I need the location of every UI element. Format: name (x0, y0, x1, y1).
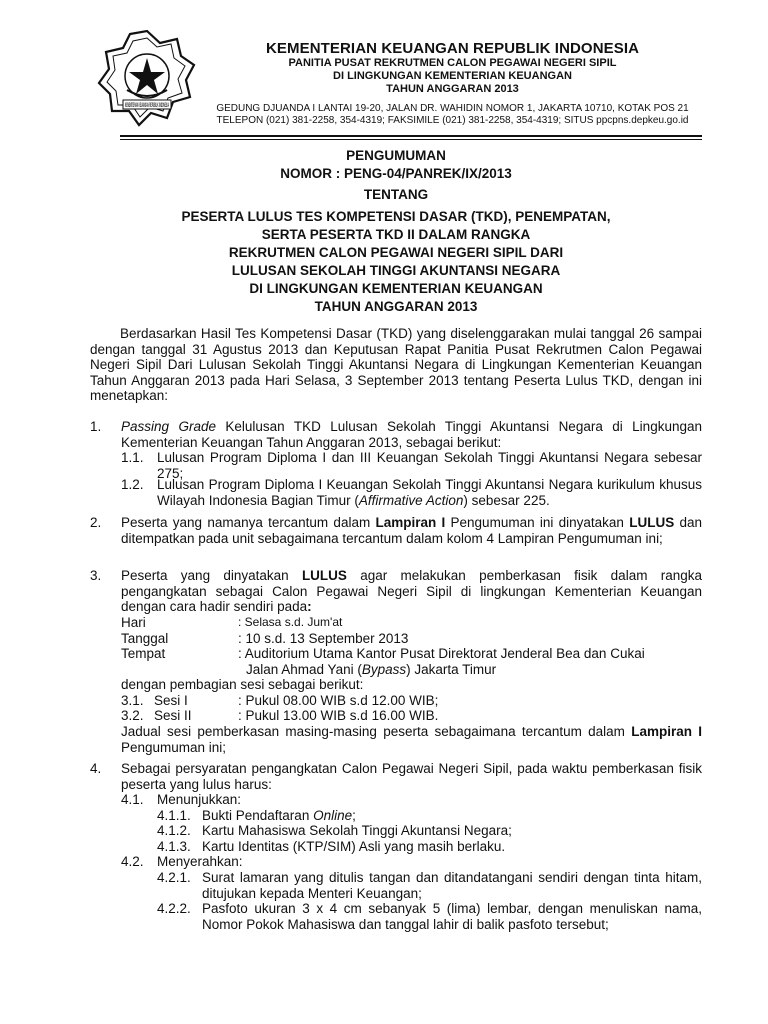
heading-text: PENGUMUMAN (346, 148, 446, 163)
topic-line: SERTA PESERTA TKD II DALAM RANGKA (261, 227, 531, 242)
colon: : (307, 599, 312, 615)
item-2-text-a: Peserta yang namanya tercantum dalam (121, 515, 376, 530)
sub-item-text-a: Lulusan Program Diploma I Keuangan Sekolah Tinggi Akuntansi Negara kurikulum khusus Wilayah Indonesia Bagian Timur ( (157, 477, 702, 508)
sub-item-text-b: ) sebesar 225. (463, 492, 550, 508)
item-2-text (121, 515, 702, 546)
sub-item-label: Menunjukkan: (157, 792, 242, 807)
sub-item-text: Lulusan Program Diploma I dan III Keuangan Sekolah Tinggi Akuntansi Negara sebesar 275; (157, 450, 702, 481)
session-time: : Pukul 08.00 WIB s.d 12.00 WIB; (238, 693, 439, 708)
text-b: ; (352, 808, 356, 823)
item-3-text-a: Peserta yang dinyatakan (121, 568, 302, 583)
sub-sub-item-number: 4.2.2. (157, 901, 191, 916)
item-3-closing (121, 724, 702, 755)
sub-sub-item-text: Kartu Mahasiswa Sekolah Tinggi Akuntansi Negara; (202, 823, 512, 838)
sub-item-number: 4.2. (121, 854, 144, 869)
sub-item-number: 4.1. (121, 792, 144, 807)
item-4-text: Sebagai persyaratan pengangkatan Calon Pegawai Negeri Sipil, pada waktu pemberkasan fisik peserta yang lulus harus: (121, 761, 702, 792)
lampiran-ref: Lampiran I (631, 724, 702, 739)
sub-sub-item-number: 4.1.1. (157, 808, 191, 823)
sub-sub-item-number: 4.2.1. (157, 870, 191, 885)
address-line: GEDUNG DJUANDA I LANTAI 19-20, JALAN DR. WAHIDIN NOMOR 1, JAKARTA 10710, KOTAK POS 21 (216, 103, 689, 114)
closing-text-c: Pengumuman ini; (121, 739, 227, 755)
item-1-body: Kelulusan TKD Lulusan Sekolah Tinggi Akuntansi Negara di Lingkungan Kementerian Keuangan Tahun Anggaran 2013, sebagai berikut: (121, 419, 702, 450)
committee-scope: DI LINGKUNGAN KEMENTERIAN KEUANGAN (333, 70, 572, 82)
place-text-a: Jalan Ahmad Yani ( (246, 662, 362, 677)
sub-item-number: 1.1. (121, 450, 144, 465)
item-1-text (121, 419, 702, 450)
text-a: Bukti Pendaftaran (202, 808, 314, 823)
ministry-name: KEMENTERIAN KEUANGAN REPUBLIK INDONESIA (265, 40, 640, 57)
topic-line: TAHUN ANGGARAN 2013 (314, 299, 478, 314)
schedule-label: Tempat (121, 646, 166, 661)
schedule-label: Hari (121, 615, 146, 630)
lampiran-ref: Lampiran I (375, 515, 446, 530)
item-2-text-c: Pengumuman ini dinyatakan (445, 515, 630, 530)
topic-line: REKRUTMEN CALON PEGAWAI NEGERI SIPIL DARI (228, 245, 564, 260)
intro-paragraph: Berdasarkan Hasil Tes Kompetensi Dasar (TKD) yang diselenggarakan mulai tanggal 26 sampai dengan tanggal 31 Agustus 2013 dan Keputusan Rapat Panitia Pusat Rekrutmen Calon Pegawai Negeri Sipil Dari Lulusan Sekolah Tinggi Akuntansi Negara di Lingkungan Kementerian Keuangan Tahun Anggaran 2013 pada Hari Selasa, 3 September 2013 tentang Peserta Lulus TKD, dengan ini menetapkan: (90, 326, 702, 404)
announcement-topic (90, 208, 702, 316)
sub-sub-item-text: Pasfoto ukuran 3 x 4 cm sebanyak 5 (lima) lembar, dengan menuliskan nama, Nomor Pokok Mahasiswa dan tanggal lahir di balik pasfoto tersebut; (202, 901, 702, 932)
session-number: 3.2. (121, 708, 144, 723)
sub-item-number: 1.2. (121, 477, 144, 492)
schedule-label: Tanggal (121, 631, 169, 646)
online-term: Online (313, 808, 353, 823)
item-3-text-c: agar melakukan pemberkasan fisik dalam rangka pengangkatan sebagai Calon Pegawai Negeri Sipil di lingkungan Kementerian Keuangan dengan cara hadir sendiri pada (121, 568, 702, 615)
sub-item-label: Menyerahkan: (157, 854, 243, 869)
item-3-text (121, 568, 702, 615)
item-number: 3. (90, 568, 102, 583)
letterhead-divider-thick (120, 135, 702, 137)
closing-text-a: Jadual sesi pemberkasan masing-masing peserta sebagaimana tercantum dalam (121, 724, 632, 739)
about-label: TENTANG (363, 187, 429, 202)
session-label: Sesi I (154, 693, 188, 708)
sub-sub-item-number: 4.1.2. (157, 823, 191, 838)
announcement-number: NOMOR : PENG-04/PANREK/IX/2013 (280, 166, 512, 181)
schedule-value: : Selasa s.d. Jum'at (238, 615, 343, 629)
place-text-b: ) Jakarta Timur (406, 662, 497, 677)
sub-sub-item-text: Surat lamaran yang ditulis tangan dan ditandatangani sendiri dengan tinta hitam, ditujukan kepada Menteri Keuangan; (202, 870, 702, 901)
topic-line: PESERTA LULUS TES KOMPETENSI DASAR (TKD), PENEMPATAN, (181, 209, 611, 224)
sub-sub-item-text: Kartu Identitas (KTP/SIM) Asli yang masih berlaku. (202, 839, 506, 854)
sub-sub-item-text (202, 808, 356, 824)
committee-year: TAHUN ANGGARAN 2013 (386, 83, 519, 95)
sub-sub-item-number: 4.1.3. (157, 839, 191, 854)
seal-text: KEMENTERIAN KEUANGAN REPUBLIK INDONESIA (125, 103, 170, 109)
item-2-text-d: dan ditempatkan pada unit sebagaimana tercantum dalam kolom 4 Lampiran Pengumuman ini; (121, 515, 702, 546)
affirmative-action-term: Affirmative Action (358, 492, 464, 508)
letterhead (195, 40, 710, 127)
schedule-value: : Auditorium Utama Kantor Pusat Direktorat Jenderal Bea dan Cukai (238, 646, 645, 661)
schedule-place-line-2 (246, 662, 702, 678)
announcement-heading (90, 147, 702, 183)
passing-grade-term: Passing Grade (121, 419, 216, 434)
session-number: 3.1. (121, 693, 144, 708)
item-number: 1. (90, 419, 102, 434)
session-label: Sesi II (154, 708, 192, 723)
committee-name: PANITIA PUSAT REKRUTMEN CALON PEGAWAI NEGERI SIPIL (288, 57, 617, 69)
item-number: 4. (90, 761, 102, 776)
ministry-seal-logo (97, 28, 197, 128)
schedule-value: : 10 s.d. 13 September 2013 (238, 631, 409, 646)
item-number: 2. (90, 515, 102, 530)
session-intro: dengan pembagian sesi sebagai berikut: (121, 677, 364, 692)
topic-line: LULUSAN SEKOLAH TINGGI AKUNTANSI NEGARA (231, 263, 561, 278)
topic-line: DI LINGKUNGAN KEMENTERIAN KEUANGAN (249, 281, 543, 296)
lulus-label: LULUS (301, 568, 347, 583)
lulus-label: LULUS (629, 515, 675, 530)
session-time: : Pukul 13.00 WIB s.d 16.00 WIB. (238, 708, 439, 723)
bypass-term: Bypass (361, 662, 407, 677)
letterhead-divider-thin (120, 139, 702, 140)
contact-line: TELEPON (021) 381-2258, 354-4319; FAKSIMILE (021) 381-2258, 354-4319; SITUS ppcpns.depkeu.go.id (216, 115, 689, 126)
sub-item-text (157, 477, 702, 508)
